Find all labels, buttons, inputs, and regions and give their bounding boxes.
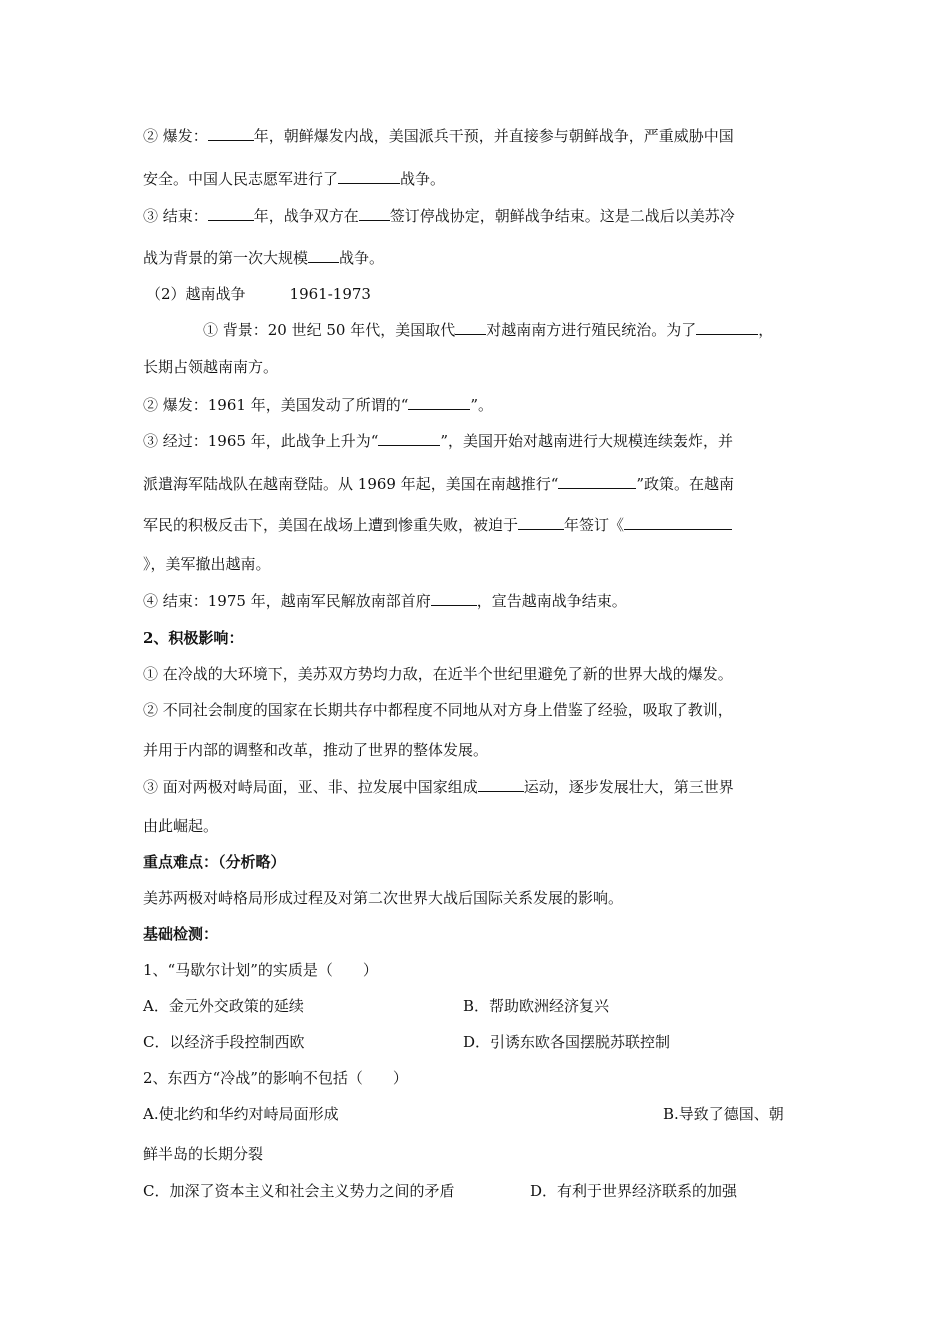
- answer-blank[interactable]: [208, 205, 254, 221]
- text: ”。: [470, 396, 494, 414]
- text: 年，战争双方在: [253, 207, 359, 225]
- positive-impact-2b: [143, 739, 813, 761]
- positive-impact-3b: [143, 815, 813, 837]
- text: ③ 经过：1965 年，此战争上升为“: [143, 432, 379, 450]
- text: ，: [758, 321, 774, 339]
- answer-blank[interactable]: [431, 590, 477, 606]
- text: 2、积极影响：: [143, 629, 244, 647]
- text: 年，朝鲜爆发内战，美国派兵干预，并直接参与朝鲜战争，严重威胁中国: [253, 127, 734, 145]
- text: ② 不同社会制度的国家在长期共存中都程度不同地从对方身上借鉴了经验，吸取了教训，: [143, 701, 733, 719]
- vn-process-line-1: [143, 430, 813, 452]
- text: 战争。: [339, 249, 385, 267]
- korea-end-line-1: [143, 205, 813, 227]
- key-points-heading: [143, 851, 813, 873]
- text: 派遣海军陆战队在越南登陆。从 1969 年起，美国在南越推行“: [143, 475, 559, 493]
- answer-blank[interactable]: [696, 319, 758, 335]
- q1-option-a[interactable]: A．金元外交政策的延续: [143, 997, 304, 1015]
- korea-end-line-2: [143, 247, 813, 269]
- q1-option-b[interactable]: B．帮助欧洲经济复兴: [463, 997, 610, 1015]
- answer-blank[interactable]: [455, 319, 486, 335]
- section-title: （2）越南战争: [146, 285, 246, 303]
- text: 运动，逐步发展壮大，第三世界: [523, 778, 734, 796]
- vn-end-line: [143, 590, 813, 612]
- text: 2、东西方“冷战”的影响不包括（ ）: [143, 1069, 408, 1087]
- q2-option-a[interactable]: A.使北约和华约对峙局面形成: [143, 1105, 339, 1123]
- q2-option-d[interactable]: D．有利于世界经济联系的加强: [530, 1182, 738, 1200]
- key-points-text: [143, 887, 813, 909]
- text: 重点难点：（分析略）: [143, 853, 286, 871]
- answer-blank[interactable]: [359, 205, 390, 221]
- basic-test-heading: [143, 923, 813, 945]
- text: 并用于内部的调整和改革，推动了世界的整体发展。: [143, 741, 489, 759]
- text: 基础检测：: [143, 925, 219, 943]
- text: ”政策。在越南: [636, 475, 735, 493]
- positive-impact-1: [143, 663, 813, 685]
- answer-blank[interactable]: [338, 168, 400, 184]
- q2-option-b-continued: [143, 1143, 813, 1165]
- text: 1、“马歇尔计划”的实质是（ ）: [143, 961, 378, 979]
- section-years: 1961-1973: [289, 285, 371, 303]
- text: 战为背景的第一次大规模: [143, 249, 309, 267]
- text: ② 爆发：1961 年，美国发动了所谓的“: [143, 396, 409, 414]
- text: 年签订《: [564, 516, 625, 534]
- vn-process-line-3: [143, 514, 813, 536]
- text: ② 爆发：: [143, 127, 208, 145]
- answer-blank[interactable]: [558, 473, 636, 489]
- text: ③ 结束：: [143, 207, 208, 225]
- vn-process-line-2: [143, 473, 813, 495]
- text: 》，美军撤出越南。: [143, 555, 271, 573]
- question-1: [143, 959, 813, 981]
- answer-blank[interactable]: [378, 430, 440, 446]
- positive-impact-3a: [143, 776, 813, 798]
- answer-blank[interactable]: [408, 394, 470, 410]
- q1-option-c[interactable]: C．以经济手段控制西欧: [143, 1033, 305, 1051]
- text: ① 背景：20 世纪 50 年代，美国取代: [203, 321, 456, 339]
- q2-option-c[interactable]: C．加深了资本主义和社会主义势力之间的矛盾: [143, 1182, 455, 1200]
- korea-outbreak-line-2: [143, 168, 813, 190]
- vietnam-heading: [146, 283, 816, 305]
- answer-blank[interactable]: [308, 247, 339, 263]
- text: ① 在冷战的大环境下，美苏双方势均力敌，在近半个世纪里避免了新的世界大战的爆发。: [143, 665, 733, 683]
- text: 签订停战协定，朝鲜战争结束。这是二战后以美苏冷: [389, 207, 735, 225]
- text: 安全。中国人民志愿军进行了: [143, 170, 339, 188]
- text: ，宣告越南战争结束。: [476, 592, 627, 610]
- text: ④ 结束：1975 年，越南军民解放南部首府: [143, 592, 431, 610]
- answer-blank[interactable]: [478, 776, 524, 792]
- text: 对越南南方进行殖民统治。为了: [486, 321, 697, 339]
- text: 战争。: [400, 170, 446, 188]
- vn-process-line-4: [143, 553, 813, 575]
- q1-option-d[interactable]: D．引诱东欧各国摆脱苏联控制: [463, 1033, 671, 1051]
- question-2: [143, 1067, 813, 1089]
- answer-blank[interactable]: [624, 514, 732, 530]
- vn-background-line-2: [143, 356, 813, 378]
- text: 由此崛起。: [143, 817, 219, 835]
- text: ”，美国开始对越南进行大规模连续轰炸，并: [440, 432, 734, 450]
- positive-impact-heading: [143, 627, 813, 649]
- korea-outbreak-line-1: [143, 125, 813, 147]
- q2-option-b[interactable]: B.导致了德国、朝: [663, 1105, 784, 1123]
- text: 军民的积极反击下，美国在战场上遭到惨重失败，被迫于: [143, 516, 519, 534]
- text: 鲜半岛的长期分裂: [143, 1145, 264, 1163]
- vn-outbreak-line: [143, 394, 813, 416]
- text: 长期占领越南南方。: [143, 358, 279, 376]
- text: 美苏两极对峙格局形成过程及对第二次世界大战后国际关系发展的影响。: [143, 889, 624, 907]
- answer-blank[interactable]: [208, 125, 254, 141]
- positive-impact-2a: [143, 699, 813, 721]
- vn-background-line-1: [203, 319, 813, 341]
- text: ③ 面对两极对峙局面，亚、非、拉发展中国家组成: [143, 778, 478, 796]
- answer-blank[interactable]: [518, 514, 564, 530]
